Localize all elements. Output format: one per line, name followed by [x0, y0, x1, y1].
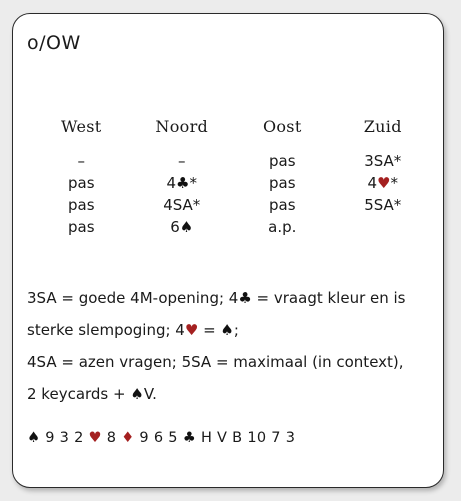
- note-text: sterke slempoging; 4: [27, 321, 185, 339]
- note-line: [27, 314, 439, 346]
- note-text: 2 keycards +: [27, 385, 131, 403]
- bid-zuid: 5SA*: [364, 196, 402, 214]
- note-line: [27, 282, 439, 314]
- alert-star: *: [390, 174, 398, 192]
- bidding-card: [12, 13, 444, 488]
- note-text: V.: [143, 385, 157, 403]
- header-zuid: Zuid: [363, 116, 402, 136]
- club-suit-icon: ♣: [238, 289, 252, 307]
- note-text: = vraagt kleur en is: [251, 289, 406, 307]
- diamond-cards: 9 6 5: [134, 430, 183, 446]
- club-suit-icon: ♣: [176, 174, 190, 192]
- heart-suit-icon: ♥: [377, 174, 391, 192]
- bid-west: pas: [67, 196, 95, 214]
- bid-oost: pas: [268, 196, 296, 214]
- spade-cards: 9 3 2: [40, 430, 89, 446]
- alert-star: *: [189, 174, 197, 192]
- bidding-row: [31, 150, 433, 172]
- spade-suit-icon: ♠: [130, 385, 144, 403]
- bid-west: pas: [67, 218, 95, 236]
- header-noord: Noord: [155, 116, 209, 136]
- heart-suit-icon: ♥: [88, 430, 102, 446]
- note-text: ;: [233, 321, 239, 339]
- bidding-row: [31, 216, 433, 238]
- club-cards: H V B 10 7 3: [196, 430, 296, 446]
- bid-oost: pas: [268, 174, 296, 192]
- spade-suit-icon: ♠: [220, 321, 234, 339]
- bid-noord: [132, 174, 233, 192]
- header-west: West: [61, 116, 102, 136]
- bidding-notes: [27, 282, 439, 410]
- heart-suit-icon: ♥: [184, 321, 199, 339]
- note-line: 4SA = azen vragen; 5SA = maximaal (in context),: [27, 353, 404, 371]
- note-line: [27, 378, 439, 410]
- bidding-row: [31, 172, 433, 194]
- bidding-header-row: [31, 114, 433, 138]
- bid-zuid: [333, 174, 434, 192]
- bid-oost: pas: [268, 152, 296, 170]
- vulnerability-label: o/OW: [27, 32, 81, 54]
- bid-oost: a.p.: [268, 218, 297, 236]
- bid-level: 6: [170, 218, 180, 236]
- bid-noord: 4SA*: [163, 196, 201, 214]
- note-text: 3SA = goede 4M-opening; 4: [27, 289, 239, 307]
- club-suit-icon: ♣: [182, 430, 197, 446]
- bid-zuid: 3SA*: [364, 152, 402, 170]
- bid-west: pas: [67, 174, 95, 192]
- heart-cards: 8: [101, 430, 122, 446]
- note-text: =: [198, 321, 221, 339]
- diamond-suit-icon: ♦: [121, 430, 135, 446]
- bid-noord: –: [178, 152, 186, 170]
- hand-display: [27, 430, 295, 446]
- bidding-table: [31, 114, 433, 238]
- bid-level: 4: [367, 174, 378, 192]
- bid-west: –: [77, 152, 85, 170]
- bid-level: 4: [166, 174, 177, 192]
- header-oost: Oost: [262, 116, 302, 136]
- spade-suit-icon: ♠: [27, 430, 41, 446]
- spade-suit-icon: ♠: [179, 218, 194, 236]
- bid-noord: [132, 218, 233, 236]
- bidding-row: [31, 194, 433, 216]
